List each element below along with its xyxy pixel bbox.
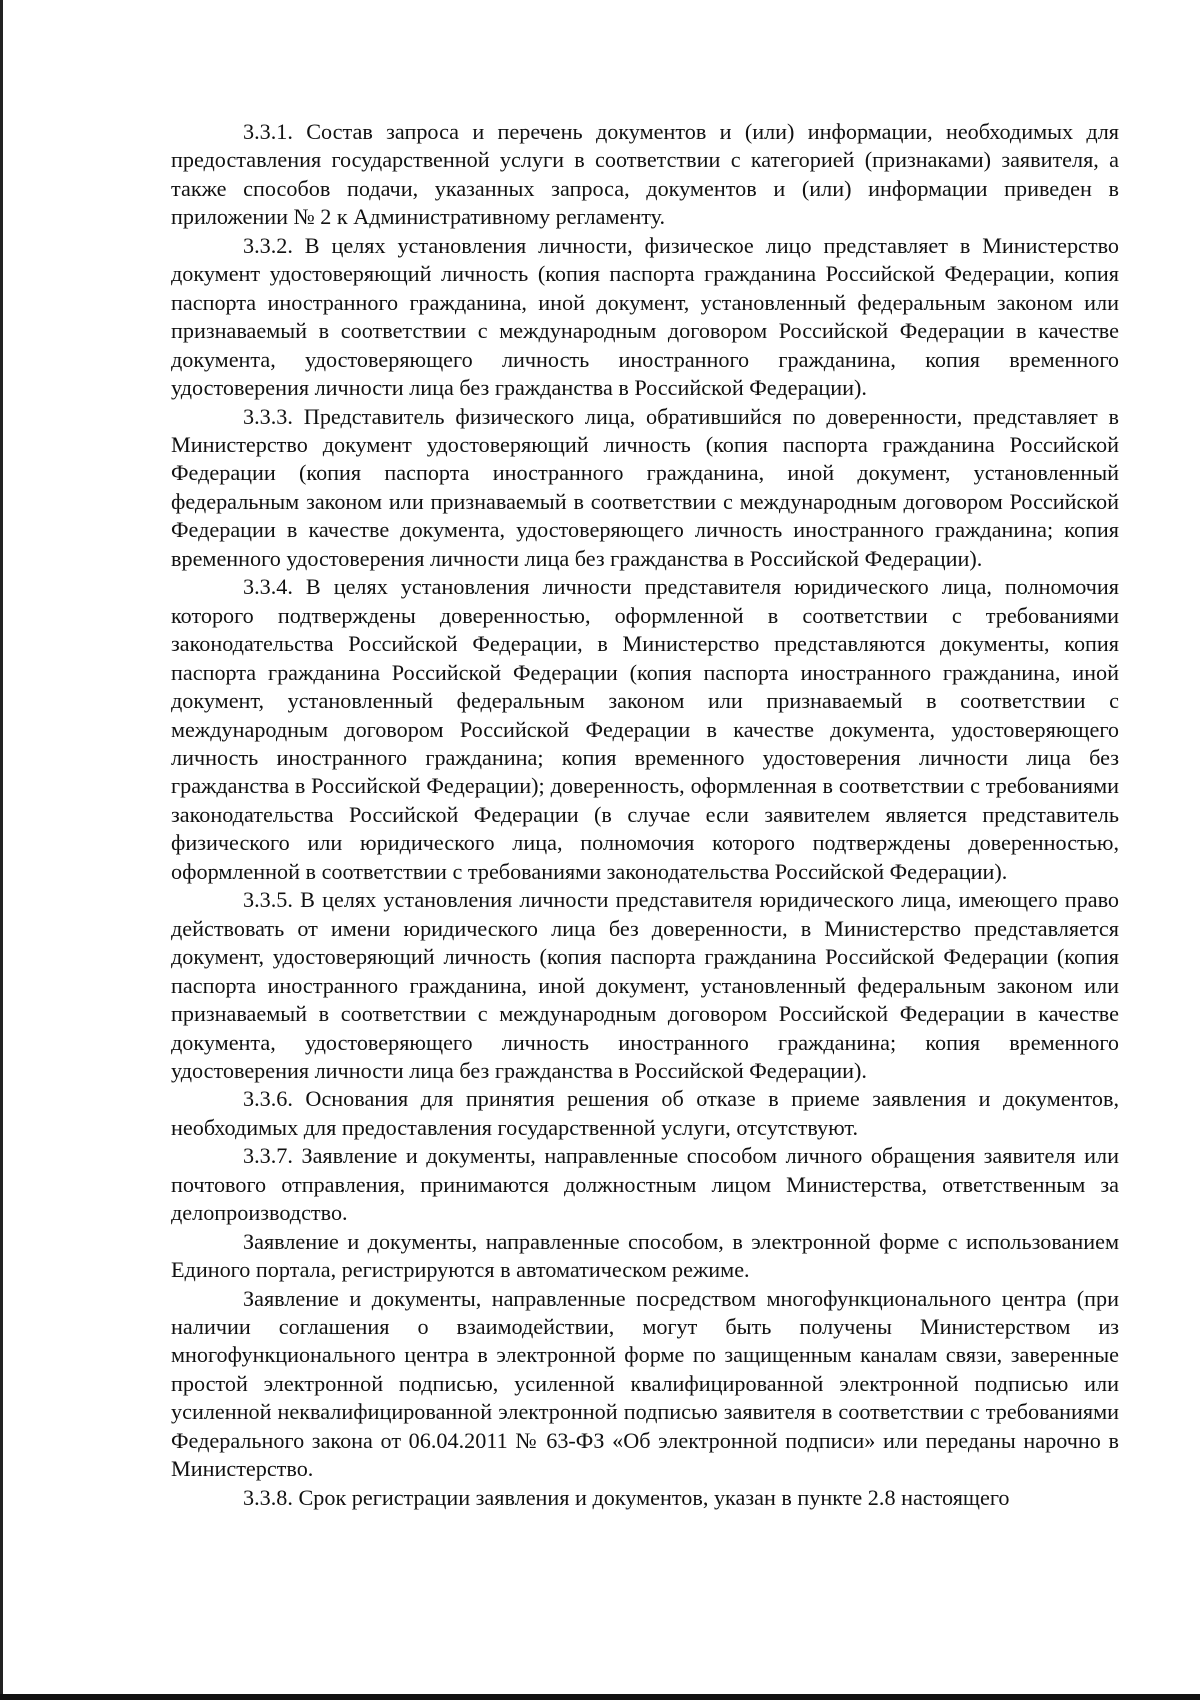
paragraph-3-3-6: 3.3.6. Основания для принятия решения об отказе в приеме заявления и документов, необходимых для предоставления государственной услуги, отсутствуют.: [171, 1086, 1119, 1140]
paragraph-3-3-5: 3.3.5. В целях установления личности представителя юридического лица, имеющего право действовать от имени юридического лица без доверенности, в Министерство представляется документ, удостоверяющий личность (копия паспорта гражданина Российской Федерации (копия паспорта иностранного гражданина, иной документ, установленный федеральным законом или признаваемый в соответствии с международным договором Российской Федерации в качестве документа, удостоверяющего личность иностранного гражданина; копия временного удостоверения личности лица без гражданства в Российской Федерации).: [171, 887, 1119, 1083]
paragraph-3-3-3: 3.3.3. Представитель физического лица, обратившийся по доверенности, представляет в Министерство документ удостоверяющий личность (копия паспорта гражданина Российской Федерации (копия паспорта иностранного гражданина, иной документ, установленный федеральным законом или признаваемый в соответствии с международным договором Российской Федерации в качестве документа, удостоверяющего личность иностранного гражданина; копия временного удостоверения личности лица без гражданства в Российской Федерации).: [171, 403, 1119, 571]
scan-bottom-edge: [0, 1694, 1200, 1700]
document-body: [171, 118, 1119, 1512]
paragraph-epgu-registration: Заявление и документы, направленные способом, в электронной форме с использованием Единого портала, регистрируются в автоматическом режиме.: [171, 1228, 1119, 1283]
paragraph-3-3-2: 3.3.2. В целях установления личности, физическое лицо представляет в Министерство документ удостоверяющий личность (копия паспорта гражданина Российской Федерации, копия паспорта иностранного гражданина, иной документ, установленный федеральным законом или признаваемый в соответствии с международным договором Российской Федерации в качестве документа, удостоверяющего личность иностранного гражданина, копия временного удостоверения личности лица без гражданства в Российской Федерации).: [171, 232, 1119, 401]
paragraph-3-3-8: 3.3.8. Срок регистрации заявления и документов, указан в пункте 2.8 настоящего: [243, 1484, 1010, 1510]
paragraph-3-3-4: 3.3.4. В целях установления личности представителя юридического лица, полномочия которого подтверждены доверенностью, оформленной в соответствии с требованиями законодательства Российской Федерации, в Министерство представляются документы, копия паспорта гражданина Российской Федерации (копия паспорта иностранного гражданина, иной документ, установленный федеральным законом или признаваемый в соответствии с международным договором Российской Федерации в качестве документа, удостоверяющего личность иностранного гражданина; копия временного удостоверения личности лица без гражданства в Российской Федерации); доверенность, оформленная в соответствии с требованиями законодательства Российской Федерации (в случае если заявителем является представитель физического или юридического лица, полномочия которого подтверждены доверенностью, оформленной в соответствии с требованиями законодательства Российской Федерации).: [171, 574, 1119, 884]
paragraph-3-3-7: 3.3.7. Заявление и документы, направленные способом личного обращения заявителя или почтового отправления, принимаются должностным лицом Министерства, ответственным за делопроизводство.: [171, 1143, 1119, 1226]
scan-left-edge: [0, 0, 3, 1700]
paragraph-3-3-1: 3.3.1. Состав запроса и перечень документов и (или) информации, необходимых для предоставления государственной услуги в соответствии с категорией (признаками) заявителя, а также способов подачи, указанных запроса, документов и (или) информации приведен в приложении № 2 к Административному регламенту.: [171, 119, 1119, 230]
paragraph-mfc-documents: Заявление и документы, направленные посредством многофункционального центра (при наличии соглашения о взаимодействии, могут быть получены Министерством из многофункционального центра в электронной форме по защищенным каналам связи, заверенные простой электронной подписью, усиленной квалифицированной электронной подписью или усиленной неквалифицированной электронной подписью заявителя в соответствии с требованиями Федерального закона от 06.04.2011 № 63-ФЗ «Об электронной подписи» или переданы нарочно в Министерство.: [171, 1285, 1119, 1482]
